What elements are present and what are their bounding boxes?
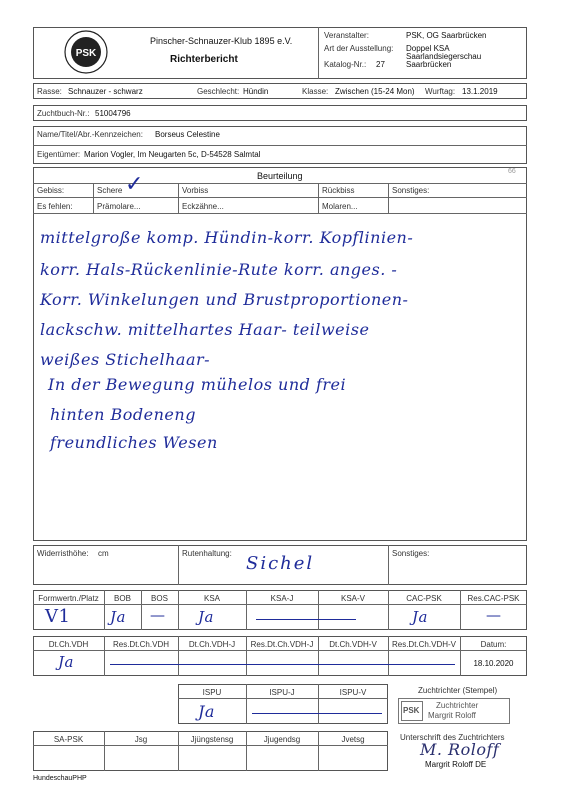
awards-row1-header-line [33,604,527,605]
val-dtch: Ja [58,653,74,671]
rueckbiss-label: Rückbiss [322,186,355,195]
molaren-label: Molaren... [322,202,358,211]
wurftag-label: Wurftag: [425,87,456,96]
assessment-line-1: mittelgroße komp. Hündin-korr. Kopflinien- [40,228,414,247]
rasse-value: Schnauzer - schwarz [68,87,143,96]
hdr-ispu-v: ISPU-V [339,688,367,697]
hdr-cac-psk: CAC-PSK [406,594,442,603]
row2-line-dash [110,664,455,665]
assessment-line-8: freundliches Wesen [50,433,218,452]
hdr-res-dtch-v: Res.Dt.Ch.VDH-V [391,640,456,649]
schere-checkmark: ✓ [125,172,144,197]
val-ispu: Ja [198,702,215,721]
klasse-label: Klasse: [302,87,329,96]
stamp-line2: Margrit Roloff [428,711,476,720]
gebiss-col-1 [93,183,94,213]
hdr-jvetsg: Jvetsg [341,735,365,744]
schere-label: Schere [97,186,123,195]
hdr-jsg: Jsg [134,735,148,744]
stamp-label: Zuchtrichter (Stempel) [418,686,498,695]
sonstiges-gebiss-label: Sonstiges: [392,186,430,195]
name-value: Borseus Celestine [155,130,220,139]
val-ksa-j-dash [256,619,356,620]
veranstalter-label: Veranstalter: [324,31,369,40]
row3-line-dash [252,713,382,714]
gebiss-col-4 [388,183,389,213]
hdr-ksa-v: KSA-V [340,594,365,603]
measures-sonstiges-label: Sonstiges: [392,549,430,558]
hdr-res-cac-psk: Res.CAC-PSK [467,594,520,603]
val-cac-psk: Ja [412,608,428,626]
val-bob: Ja [110,608,126,626]
assessment-line-4: lackschw. mittelhartes Haar- teilweise [40,320,370,339]
gebiss-col-2 [178,183,179,213]
hdr-ksa-j: KSA-J [270,594,294,603]
hdr-ksa: KSA [203,594,220,603]
gebiss-top-line [33,183,527,184]
hdr-bob: BOB [114,594,131,603]
awards-row4-header-line [33,745,388,746]
katalog-value: 27 [376,60,385,69]
signature-label: Unterschrift des Zuchtrichters [400,733,505,742]
hdr-ispu: ISPU [202,688,222,697]
val-bos: — [150,606,166,624]
assessment-line-6: In der Bewegung mühelos und frei [48,375,347,394]
awards-row3-header-line [178,698,388,699]
report-title: Richterbericht [170,54,238,65]
rute-value: Sichel [246,553,315,574]
name-label: Name/Titel/Abr.-Kennzeichen: [37,130,143,139]
rasse-label: Rasse: [37,87,62,96]
header-divider [318,27,319,79]
katalog-label: Katalog-Nr.: [324,60,367,69]
assessment-line-5: weißes Stichelhaar- [40,350,211,369]
hdr-formwert: Formwertn./Platz [38,594,99,603]
assessment-line-2: korr. Hals-Rückenlinie-Rute korr. anges. - [40,260,398,279]
psk-logo [64,30,108,74]
art-value-2: Saarlandsiegerschau [406,52,482,61]
widerrist-unit: cm [98,549,109,558]
es-fehlen-label: Es fehlen: [37,202,73,211]
assessment-line-7: hinten Bodeneng [50,405,196,424]
val-ksa: Ja [198,608,214,626]
eigentuemer-label: Eigentümer: [37,150,81,159]
stamp-logo-text: PSK [403,706,420,715]
judge-signature: M. Roloff [420,740,500,759]
gebiss-mid-line [33,197,527,198]
geschlecht-value: Hündin [243,87,269,96]
gebiss-col-3 [318,183,319,213]
veranstalter-value: PSK, OG Saarbrücken [406,31,487,40]
beurteilung-title: Beurteilung [257,171,303,181]
geschlecht-label: Geschlecht: [197,87,240,96]
hdr-bos: BOS [151,594,168,603]
club-name: Pinscher-Schnauzer-Klub 1895 e.V. [150,36,293,46]
eckzaehne-label: Eckzähne... [182,202,224,211]
hdr-datum: Datum: [480,640,507,649]
psk-logo-icon [64,30,108,74]
widerrist-label: Widerristhöhe: [37,549,89,558]
gebiss-label: Gebiss: [37,186,65,195]
val-res-cac-psk: — [486,606,502,624]
art-label: Art der Ausstellung: [324,44,394,53]
awards-row2-header-line [33,650,527,651]
stamp-line1: Zuchtrichter [436,701,479,710]
zuchtbuch-label: Zuchtbuch-Nr.: [37,109,90,118]
hdr-ispu-j: ISPU-J [269,688,295,697]
svg-text:PSK: PSK [75,48,97,59]
hdr-jjuengstensg: Jjüngstensg [190,735,234,744]
hdr-jjugendsg: Jjugendsg [263,735,301,744]
hdr-dtch: Dt.Ch.VDH [48,640,89,649]
hdr-sa-psk: SA-PSK [53,735,84,744]
gebiss-bottom-line [33,213,527,214]
hdr-res-dtch: Res.Dt.Ch.VDH [112,640,169,649]
corner-mark: 66 [508,168,516,175]
art-value-1: Doppel KSA [406,44,450,53]
praemolare-label: Prämolare... [97,202,141,211]
hdr-dtch-v: Dt.Ch.VDH-V [329,640,377,649]
val-formwert: V1 [45,606,71,627]
wurftag-value: 13.1.2019 [462,87,498,96]
ort-value: Saarbrücken [406,60,452,69]
hdr-dtch-j: Dt.Ch.VDH-J [188,640,236,649]
footer-app: HundeschauPHP [33,775,87,782]
measures-col-2 [388,545,389,585]
val-datum: 18.10.2020 [473,659,514,668]
signature-name: Margrit Roloff DE [425,760,487,769]
rute-label: Rutenhaltung: [182,549,232,558]
zuchtbuch-value: 51004796 [95,109,131,118]
measures-col-1 [178,545,179,585]
hdr-res-dtch-j: Res.Dt.Ch.VDH-J [250,640,314,649]
eigentuemer-value: Marion Vogler, Im Neugarten 5c, D-54528 Salmtal [84,150,261,159]
assessment-line-3: Korr. Winkelungen und Brustproportionen- [40,290,409,309]
name-owner-divider [33,145,527,146]
vorbiss-label: Vorbiss [182,186,209,195]
klasse-value: Zwischen (15-24 Mon) [335,87,415,96]
